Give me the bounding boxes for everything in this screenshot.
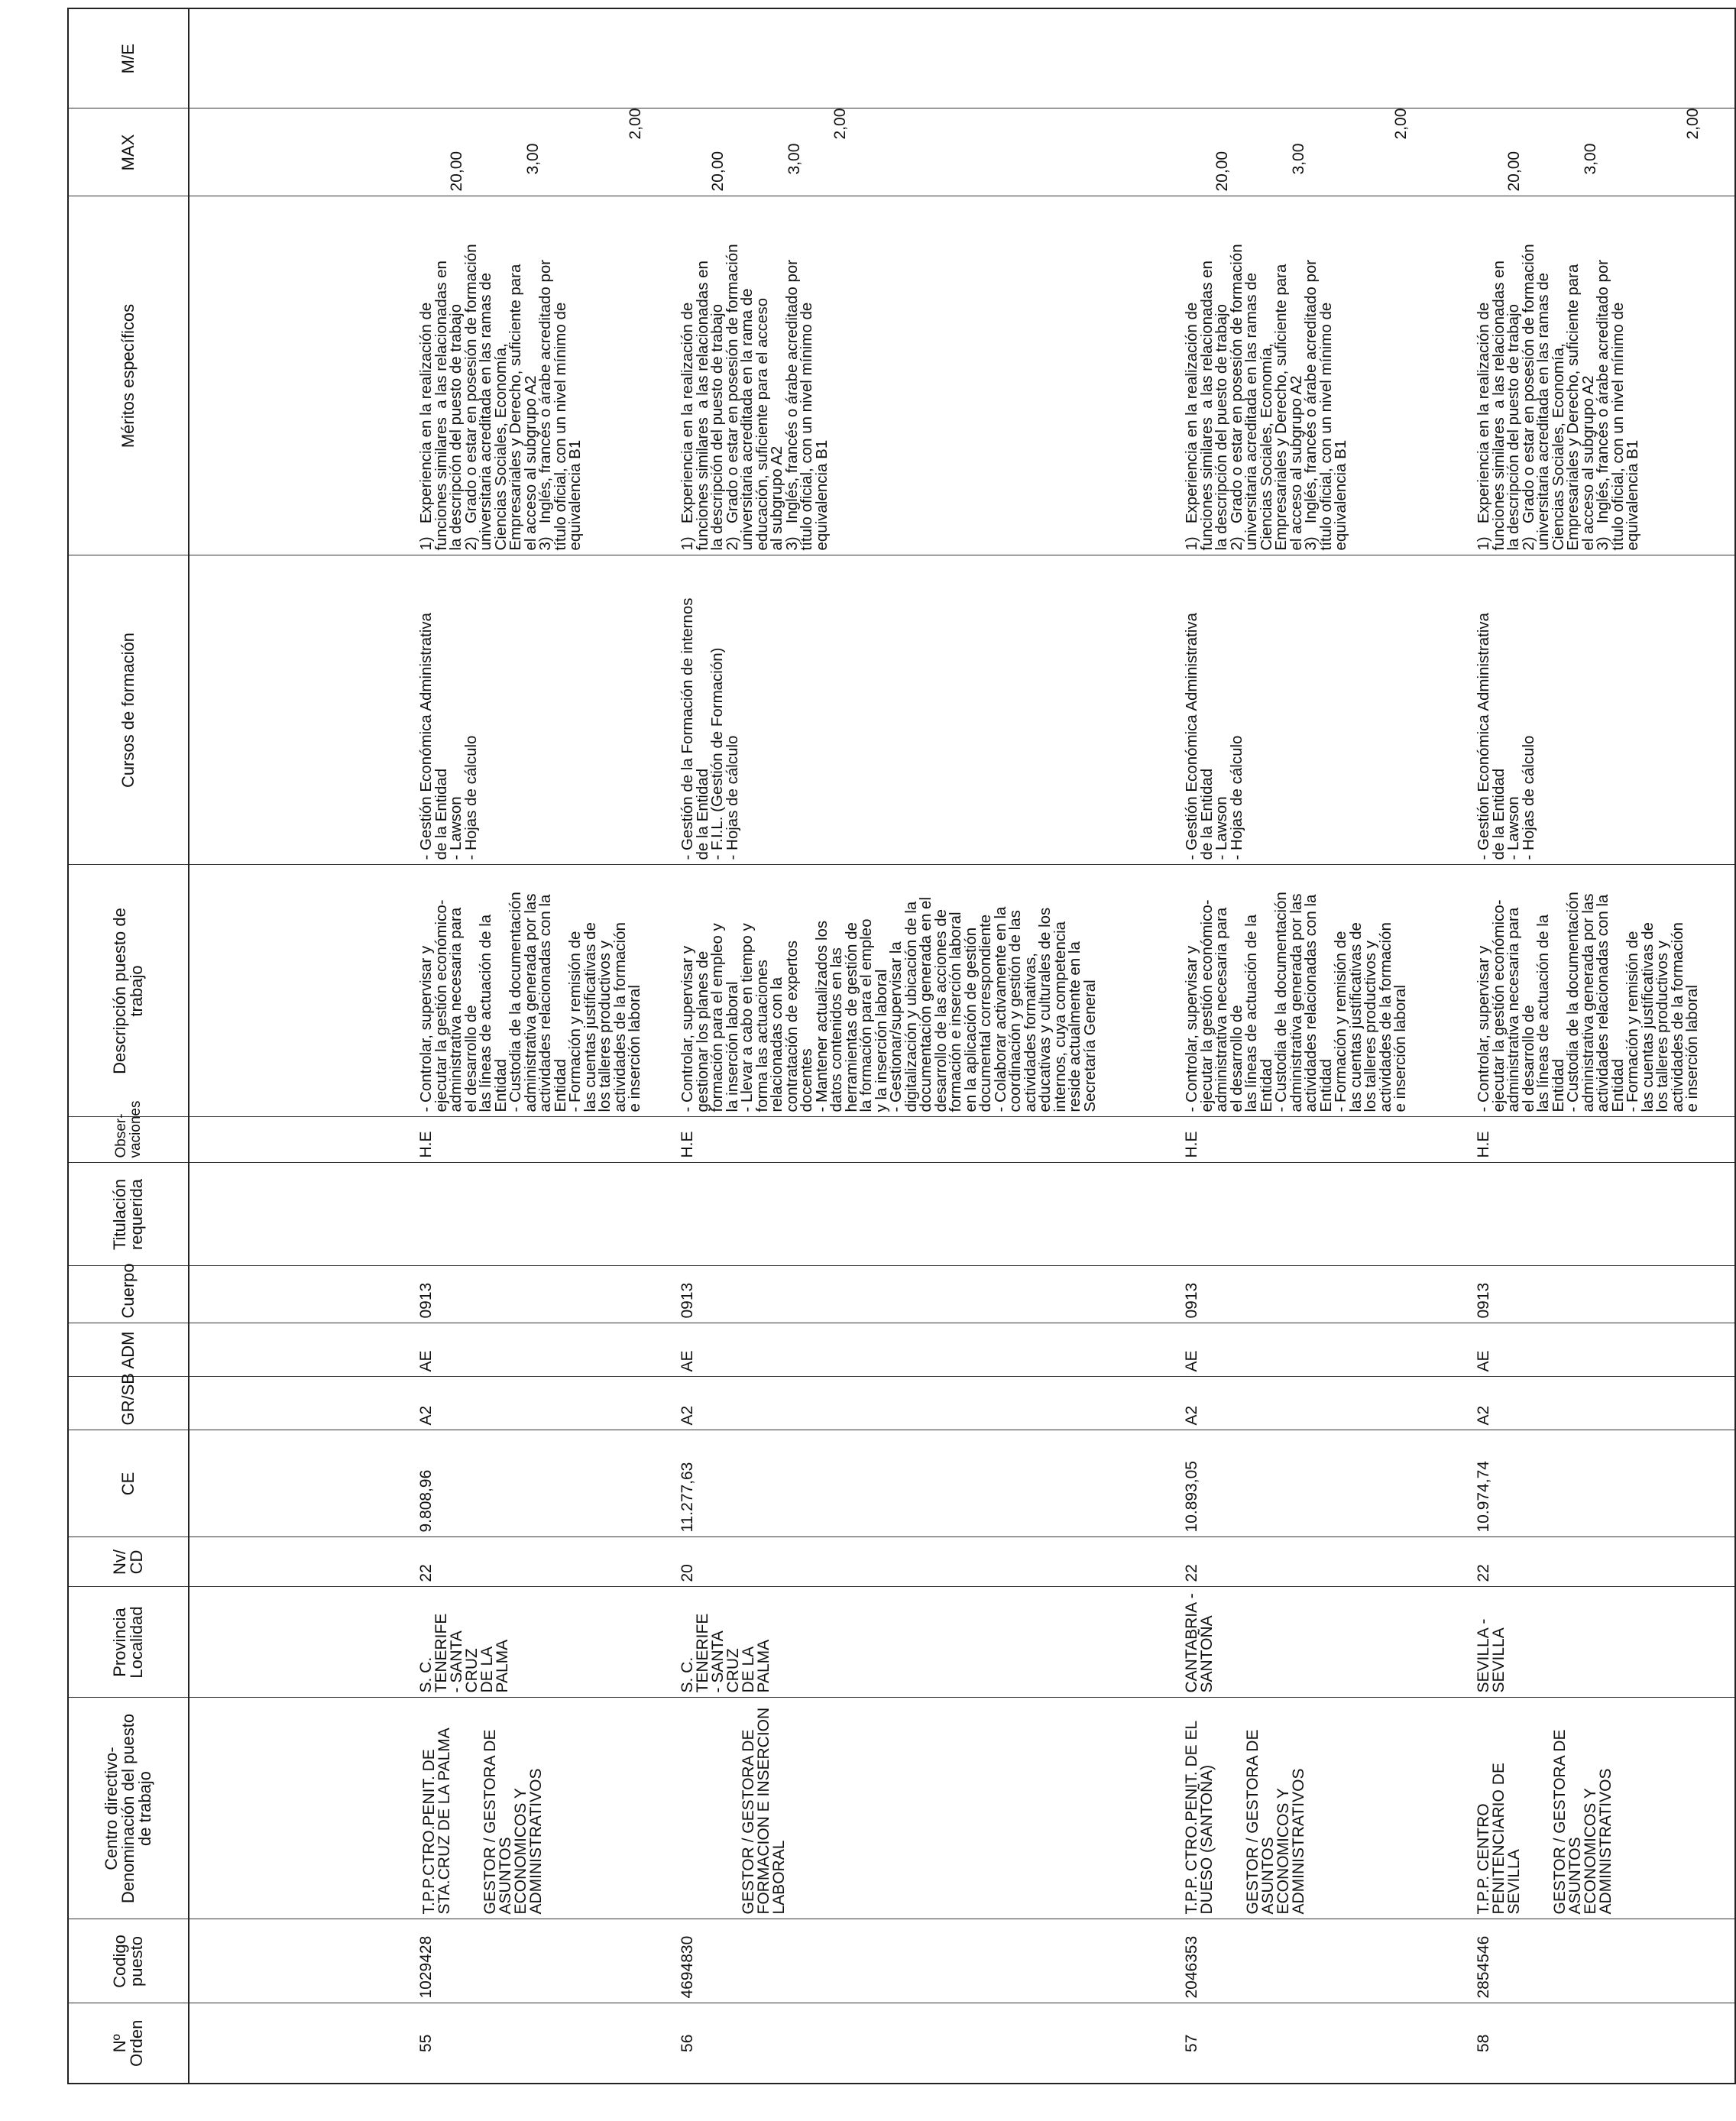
nivel-cell: 20 <box>677 1537 1151 1587</box>
rotated-table-wrapper <box>67 9 1702 2084</box>
descripcion-cell: - Controlar, supervisar y gestionar los planes de formación para el empleo y la inserción laboral - Llevar a cabo en tiempo y forma las actuaciones relacionadas con la contratación de expertos docentes - Mantener actualizados los datos contenidos en las herramientas de gestión de la formación para el empleo y la inserción laboral - Gestionar/supervisar la digitalización y ubicación de la documentación generada en el desarrollo de las acciones de formación e inserción laboral en la aplicación de gestión documental correspondiente - Colaborar activamente en la coordinación y gestión de las actividades formativas, educativas y culturales de los internos, cuya competencia reside actualmente en la Secretaría General <box>677 865 1151 1117</box>
centro-cell <box>1151 1698 1443 1919</box>
nivel-cell: 22 <box>1151 1537 1443 1587</box>
descripcion-cell: - Controlar, supervisar y ejecutar la gestión económico- administrativa necesaria para el desarrollo de las líneas de actuación de la Entidad - Custodia de la documentación administrativa generada por las actividades relacionadas con la Entidad - Formación y remisión de las cuentas justificativas de los talleres productivos y actividades de la formación e inserción laboral <box>1151 865 1443 1117</box>
ce-cell: 10.974,74 <box>1443 1430 1735 1537</box>
grupo-cell: A2 <box>677 1377 1151 1430</box>
cursos-cell: - Gestión Económica Administrativa de la Entidad - Lawson - Hojas de cálculo <box>1151 555 1443 865</box>
header-provincia: Provincia Localidad <box>68 1587 189 1698</box>
centro-cell <box>677 1698 1151 1919</box>
max-value: 3,00 <box>524 143 542 175</box>
meritos-cell: 1) Experiencia en la realización de funciones similares a las relacionadas en la descripción del puesto de trabajo 2) Grado o estar en posesión de formación universitaria acreditada en las ramas de Ciencias Sociales, Economía, Empresariales y Derecho, suficiente para el acceso al subgrupo A2 3) Inglés, francés o árabe acreditado por título oficial, con un nivel mínimo de equivalencia B1 <box>1443 196 1735 555</box>
max-value: 20,00 <box>1213 151 1231 192</box>
ce-cell: 11.277,63 <box>677 1430 1151 1537</box>
header-cursos: Cursos de formación <box>68 555 189 865</box>
header-meritos: Méritos específicos <box>68 196 189 555</box>
header-nivel: Nv/ CD <box>68 1537 189 1587</box>
header-grupo: GR/SB <box>68 1377 189 1430</box>
table-row <box>1151 8 1443 2084</box>
header-ce: CE <box>68 1430 189 1537</box>
codigo-cell: 4694830 <box>677 1919 1151 2003</box>
denominacion: GESTOR / GESTORA DE FORMACION E INSERCION LABORAL <box>740 1707 788 1915</box>
grupo-cell: A2 <box>189 1377 677 1430</box>
cursos-cell: - Gestión Económica Administrativa de la Entidad - Lawson - Hojas de cálculo <box>1443 555 1735 865</box>
codigo-cell: 2854546 <box>1443 1919 1735 2003</box>
nivel-cell: 22 <box>1443 1537 1735 1587</box>
provincia-cell: CANTABRIA - SANTOÑA <box>1151 1587 1443 1698</box>
header-descripcion: Descripción puesto de trabajo <box>68 865 189 1117</box>
ce-cell: 10.893,05 <box>1151 1430 1443 1537</box>
observaciones-cell: H.E <box>677 1117 1151 1163</box>
meritos-cell: 1) Experiencia en la realización de funciones similares a las relacionadas en la descripción del puesto de trabajo 2) Grado o estar en posesión de formación universitaria acreditada en la rama de educación, suficiente para el acceso al subgrupo A2 3) Inglés, francés o árabe acreditado por título oficial, con un nivel mínimo de equivalencia B1 <box>677 196 1151 555</box>
cursos-cell: - Gestión Económica Administrativa de la Entidad - Lawson - Hojas de cálculo <box>189 555 677 865</box>
codigo-cell: 2046353 <box>1151 1919 1443 2003</box>
header-adm: ADM <box>68 1323 189 1377</box>
header-codigo: Codigo puesto <box>68 1919 189 2003</box>
max-cell <box>1443 108 1735 196</box>
header-me: M/E <box>68 8 189 108</box>
cuerpo-cell: 0913 <box>1151 1266 1443 1323</box>
denominacion: GESTOR / GESTORA DE ASUNTOS ECONOMICOS Y ADMINISTRATIVOS <box>1244 1729 1307 1915</box>
max-value: 20,00 <box>1505 151 1523 192</box>
header-max: MAX <box>68 108 189 196</box>
codigo-cell: 1029428 <box>189 1919 677 2003</box>
max-value: 2,00 <box>1684 108 1702 140</box>
orden-cell: 56 <box>677 2003 1151 2084</box>
titulacion-cell <box>189 1163 677 1266</box>
max-cell <box>677 108 1151 196</box>
meritos-cell: 1) Experiencia en la realización de funciones similares a las relacionadas en la descripción del puesto de trabajo 2) Grado o estar en posesión de formación universitaria acreditada en las ramas de Ciencias Sociales, Economía, Empresariales y Derecho, suficiente para el acceso al subgrupo A2 3) Inglés, francés o árabe acreditado por título oficial, con un nivel mínimo de equivalencia B1 <box>189 196 677 555</box>
centro-cell <box>189 1698 677 1919</box>
orden-cell: 58 <box>1443 2003 1735 2084</box>
titulacion-cell <box>1151 1163 1443 1266</box>
adm-cell: AE <box>1443 1323 1735 1377</box>
me-cell <box>1151 8 1443 108</box>
header-titulacion: Titulación requerida <box>68 1163 189 1266</box>
max-value: 20,00 <box>448 151 465 192</box>
cursos-cell: - Gestión de la Formación de internos de la Entidad - F.I.L. (Gestión de Formación) - Hojas de cálculo <box>677 555 1151 865</box>
centro-cell <box>1443 1698 1735 1919</box>
header-cuerpo: Cuerpo <box>68 1266 189 1323</box>
header-orden: Nº Orden <box>68 2003 189 2084</box>
descripcion-cell: - Controlar, supervisar y ejecutar la gestión económico- administrativa necesaria para el desarrollo de las líneas de actuación de la Entidad - Custodia de la documentación administrativa generada por las actividades relacionadas con la Entidad - Formación y remisión de las cuentas justificativas de los talleres productivos y actividades de la formación e inserción laboral <box>1443 865 1735 1117</box>
meritos-cell: 1) Experiencia en la realización de funciones similares a las relacionadas en la descripción del puesto de trabajo 2) Grado o estar en posesión de formación universitaria acreditada en las ramas de Ciencias Sociales, Economía, Empresariales y Derecho, suficiente para el acceso al subgrupo A2 3) Inglés, francés o árabe acreditado por título oficial, con un nivel mínimo de equivalencia B1 <box>1151 196 1443 555</box>
denominacion: GESTOR / GESTORA DE ASUNTOS ECONOMICOS Y ADMINISTRATIVOS <box>481 1729 545 1915</box>
max-cell <box>1151 108 1443 196</box>
adm-cell: AE <box>189 1323 677 1377</box>
job-positions-table <box>67 8 1736 2084</box>
observaciones-cell: H.E <box>1151 1117 1443 1163</box>
max-value: 3,00 <box>1290 143 1307 175</box>
header-observaciones: Obser- vaciones <box>68 1117 189 1163</box>
max-value: 20,00 <box>709 151 727 192</box>
descripcion-cell: - Controlar, supervisar y ejecutar la gestión económico- administrativa necesaria para el desarrollo de las líneas de actuación de la Entidad - Custodia de la documentación administrativa generada por las actividades relacionadas con la Entidad - Formación y remisión de las cuentas justificativas de los talleres productivos y actividades de la formación e inserción laboral <box>189 865 677 1117</box>
cuerpo-cell: 0913 <box>189 1266 677 1323</box>
table-row <box>1443 8 1735 2084</box>
provincia-cell: S. C. TENERIFE - SANTA CRUZ DE LA PALMA <box>189 1587 677 1698</box>
me-cell <box>677 8 1151 108</box>
observaciones-cell: H.E <box>1443 1117 1735 1163</box>
me-cell <box>1443 8 1735 108</box>
centro-directivo: T.P.P. CTRO.PENIT. DE EL DUESO (SANTOÑA) <box>1183 1720 1216 1915</box>
header-centro: Centro directivo- Denominación del puesto de trabajo <box>68 1698 189 1919</box>
table-row <box>189 8 677 2084</box>
max-value: 2,00 <box>1392 108 1410 140</box>
cuerpo-cell: 0913 <box>677 1266 1151 1323</box>
centro-directivo: T.P.P. CENTRO PENITENCIARIO DE SEVILLA <box>1475 1763 1523 1915</box>
max-value: 3,00 <box>1582 143 1599 175</box>
observaciones-cell: H.E <box>189 1117 677 1163</box>
orden-cell: 57 <box>1151 2003 1443 2084</box>
table-row <box>677 8 1151 2084</box>
max-value: 2,00 <box>831 108 849 140</box>
adm-cell: AE <box>1151 1323 1443 1377</box>
titulacion-cell <box>677 1163 1151 1266</box>
max-value: 3,00 <box>785 143 803 175</box>
max-cell <box>189 108 677 196</box>
cuerpo-cell: 0913 <box>1443 1266 1735 1323</box>
nivel-cell: 22 <box>189 1537 677 1587</box>
provincia-cell: S. C. TENERIFE - SANTA CRUZ DE LA PALMA <box>677 1587 1151 1698</box>
header-row <box>68 8 189 2084</box>
max-value: 2,00 <box>627 108 644 140</box>
provincia-cell: SEVILLA - SEVILLA <box>1443 1587 1735 1698</box>
titulacion-cell <box>1443 1163 1735 1266</box>
grupo-cell: A2 <box>1151 1377 1443 1430</box>
denominacion: GESTOR / GESTORA DE ASUNTOS ECONOMICOS Y ADMINISTRATIVOS <box>1551 1729 1615 1915</box>
adm-cell: AE <box>677 1323 1151 1377</box>
centro-directivo: T.P.P.CTRO.PENIT. DE STA.CRUZ DE LA PALMA <box>420 1728 453 1915</box>
orden-cell: 55 <box>189 2003 677 2084</box>
me-cell <box>189 8 677 108</box>
ce-cell: 9.808,96 <box>189 1430 677 1537</box>
grupo-cell: A2 <box>1443 1377 1735 1430</box>
